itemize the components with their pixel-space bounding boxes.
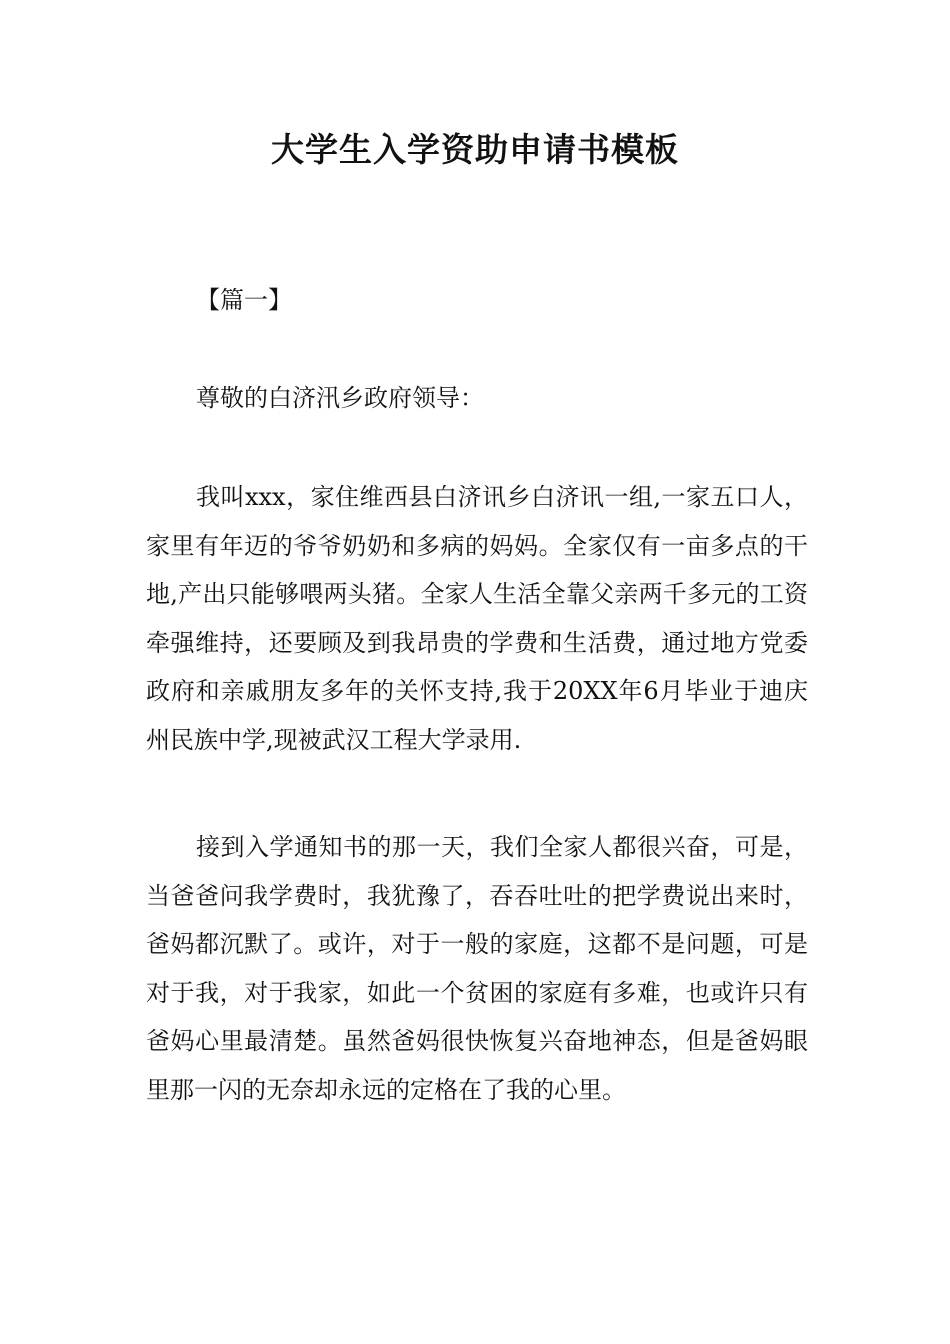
page-title: 大学生入学资助申请书模板 [271, 130, 679, 169]
body-paragraph-1: 我叫xxx，家住维西县白济讯乡白济讯一组,一家五口人，家里有年迈的爷爷奶奶和多病的妈妈。全家仅有一亩多点的干地,产出只能够喂两头猪。全家人生活全靠父亲两千多元的工资牵强维持，还要顾及到我昂贵的学费和生活费，通过地方党委政府和亲戚朋友多年的关怀支持,我于20XX年6月毕业于迪庆州民族中学,现被武汉工程大学录用. [146, 483, 808, 754]
section-label: 【篇一】 [196, 286, 292, 314]
body-paragraph-2: 接到入学通知书的那一天，我们全家人都很兴奋，可是，当爸爸问我学费时，我犹豫了，吞吞吐吐的把学费说出来时，爸妈都沉默了。或许，对于一般的家庭，这都不是问题，可是对于我，对于我家，如此一个贫困的家庭有多难，也或许只有爸妈心里最清楚。虽然爸妈很快恢复兴奋地神态，但是爸妈眼里那一闪的无奈却永远的定格在了我的心里。 [146, 833, 808, 1104]
salutation: 尊敬的白济汛乡政府领导： [196, 384, 484, 412]
